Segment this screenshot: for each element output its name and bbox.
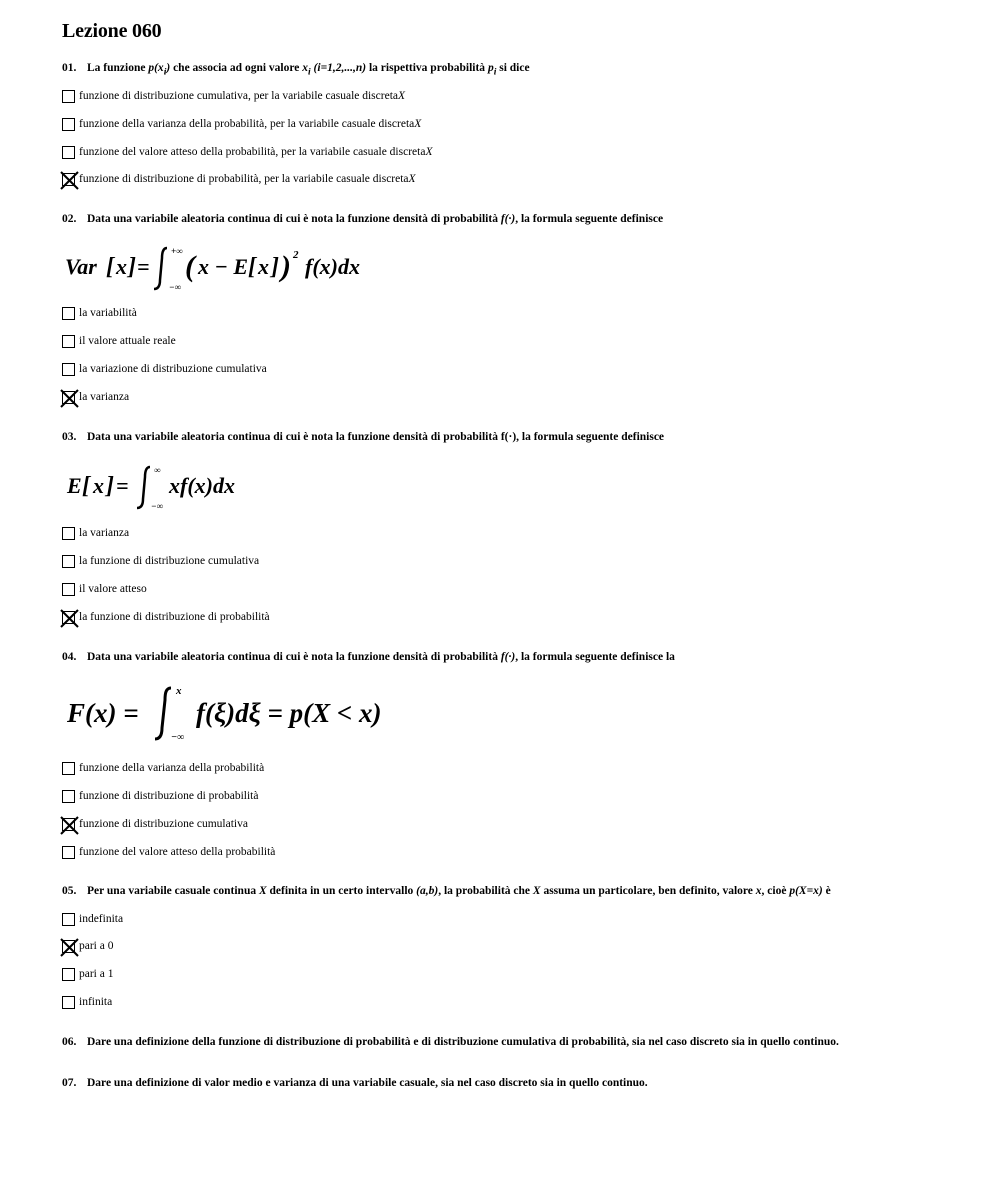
question-03 xyxy=(62,431,664,443)
option-label: la funzione di distribuzione di probabilità xyxy=(79,611,270,623)
question-text: , la formula seguente definisce la xyxy=(515,651,675,663)
option-label: funzione di distribuzione di probabilità, per la variabile casuale discreta xyxy=(79,173,409,185)
formula-body: x − E xyxy=(198,254,249,279)
checkbox-checked[interactable] xyxy=(62,818,75,831)
question-text: , la probabilità che xyxy=(438,885,533,897)
question-01 xyxy=(62,62,530,77)
question-text: Data una variabile aleatoria continua di cui è nota la funzione densità di probabilità xyxy=(87,213,501,225)
question-text: che associa ad ogni valore xyxy=(170,62,303,74)
option-label: indefinita xyxy=(79,913,124,925)
question-text: si dice xyxy=(496,62,530,74)
option-label: la variabilità xyxy=(79,307,137,319)
option-label: funzione del valore atteso della probabilità xyxy=(79,846,276,858)
option-var: X xyxy=(398,90,406,102)
checkbox-checked[interactable] xyxy=(62,173,75,186)
question-text: Per una variabile casuale continua xyxy=(87,885,259,897)
option[interactable] xyxy=(62,361,267,377)
question-math: ) xyxy=(166,62,171,74)
integral-upper: x xyxy=(176,685,182,697)
checkbox[interactable] xyxy=(62,790,75,803)
option-label: pari a 0 xyxy=(79,940,114,952)
question-text: La funzione xyxy=(87,62,149,74)
option[interactable] xyxy=(62,760,264,776)
question-math: X xyxy=(258,885,267,897)
question-number: 04. xyxy=(62,651,77,663)
checkbox[interactable] xyxy=(62,118,75,131)
svg-text:[: [ xyxy=(248,254,256,280)
svg-text:]: ] xyxy=(106,473,114,499)
checkbox[interactable] xyxy=(62,335,75,348)
option[interactable] xyxy=(62,911,123,927)
checkbox[interactable] xyxy=(62,363,75,376)
option[interactable] xyxy=(62,816,248,832)
option[interactable] xyxy=(62,171,416,187)
option[interactable] xyxy=(62,144,432,160)
option-var: X xyxy=(414,118,422,130)
question-02 xyxy=(62,213,663,225)
option-label: funzione di distribuzione cumulativa xyxy=(79,818,248,830)
checkbox[interactable] xyxy=(62,527,75,540)
option-var: X xyxy=(408,173,416,185)
option-label: il valore atteso xyxy=(79,583,147,595)
formula-power: 2 xyxy=(293,249,299,261)
formula-lhs: F(x) = xyxy=(67,698,139,728)
formula-tail: f(ξ)dξ = p(X < x) xyxy=(196,698,382,728)
checkbox[interactable] xyxy=(62,583,75,596)
option[interactable] xyxy=(62,525,129,541)
svg-text:x: x xyxy=(258,254,269,279)
question-number: 02. xyxy=(62,213,77,225)
svg-text:[: [ xyxy=(82,473,90,499)
question-06 xyxy=(62,1036,839,1048)
checkbox[interactable] xyxy=(62,913,75,926)
svg-text:): ) xyxy=(281,250,291,283)
option-label: la variazione di distribuzione cumulativa xyxy=(79,363,267,375)
formula-var: x xyxy=(93,473,104,498)
option[interactable] xyxy=(62,88,405,104)
question-math: (i=1,2,...,n) xyxy=(310,62,367,74)
question-math: (a,b) xyxy=(416,885,439,897)
question-math: i xyxy=(308,66,311,78)
option[interactable] xyxy=(62,305,137,321)
question-number: 06. xyxy=(62,1036,77,1048)
checkbox-checked[interactable] xyxy=(62,940,75,953)
formula-lhs: E xyxy=(67,473,82,498)
question-text: Data una variabile aleatoria continua di cui è nota la funzione densità di probabilità f(·), la formula seguente definisce xyxy=(87,431,665,443)
integral-lower: −∞ xyxy=(151,501,163,511)
option-label: la varianza xyxy=(79,391,130,403)
checkbox[interactable] xyxy=(62,555,75,568)
svg-text:]: ] xyxy=(128,254,136,280)
question-text: assuma un particolare, ben definito, valore xyxy=(540,885,756,897)
option-label: il valore attuale reale xyxy=(79,335,176,347)
checkbox[interactable] xyxy=(62,996,75,1009)
question-math: f(·) xyxy=(500,213,516,225)
question-04 xyxy=(62,651,675,663)
option[interactable] xyxy=(62,553,259,569)
question-text: definita in un certo intervallo xyxy=(266,885,417,897)
integral-upper: ∞ xyxy=(154,465,161,475)
question-math: X xyxy=(532,885,541,897)
option-label: infinita xyxy=(79,996,113,1008)
option[interactable] xyxy=(62,994,112,1010)
option-label: funzione della varianza della probabilità xyxy=(79,762,265,774)
option[interactable] xyxy=(62,938,113,954)
option-label: pari a 1 xyxy=(79,968,114,980)
option[interactable] xyxy=(62,609,270,625)
checkbox-checked[interactable] xyxy=(62,611,75,624)
option-label: funzione di distribuzione cumulativa, per la variabile casuale discreta xyxy=(79,90,398,102)
question-text: Dare una definizione di valor medio e varianza di una variabile casuale, sia nel caso discreto sia in quello continuo. xyxy=(87,1077,648,1089)
checkbox[interactable] xyxy=(62,846,75,859)
formula-tail: f(x)dx xyxy=(305,254,360,279)
checkbox[interactable] xyxy=(62,146,75,159)
checkbox[interactable] xyxy=(62,90,75,103)
checkbox[interactable] xyxy=(62,968,75,981)
integral-upper: +∞ xyxy=(171,246,183,256)
option-label: la funzione di distribuzione cumulativa xyxy=(79,555,260,567)
question-text: la rispettiva probabilità xyxy=(366,62,488,74)
question-math: x xyxy=(755,885,762,897)
question-math: i xyxy=(493,66,497,78)
option[interactable] xyxy=(62,116,421,132)
svg-text:(: ( xyxy=(185,250,195,283)
svg-text:[: [ xyxy=(106,254,114,280)
question-number: 03. xyxy=(62,431,77,443)
option-label: la varianza xyxy=(79,527,130,539)
question-07 xyxy=(62,1077,648,1089)
svg-text:=: = xyxy=(137,254,150,279)
option[interactable] xyxy=(62,844,275,860)
formula-var: x xyxy=(116,254,127,279)
formula-tail: xf(x)dx xyxy=(169,473,235,498)
question-number: 01. xyxy=(62,62,77,74)
option[interactable] xyxy=(62,389,129,405)
question-text: Data una variabile aleatoria continua di cui è nota la funzione densità di probabilità xyxy=(87,651,501,663)
option[interactable] xyxy=(62,966,113,982)
svg-text:]: ] xyxy=(271,254,279,280)
checkbox[interactable] xyxy=(62,762,75,775)
option-label: funzione della varianza della probabilità, per la variabile casuale discreta xyxy=(79,118,415,130)
question-number: 05. xyxy=(62,885,77,897)
question-math: f(·) xyxy=(500,651,516,663)
svg-text:=: = xyxy=(116,473,129,498)
checkbox-checked[interactable] xyxy=(62,391,75,404)
formula-lhs: Var xyxy=(65,254,97,279)
question-math: p xyxy=(487,62,494,74)
option-label: funzione del valore atteso della probabilità, per la variabile casuale discreta xyxy=(79,146,426,158)
question-math: x xyxy=(302,62,308,74)
question-text: , la formula seguente definisce xyxy=(515,213,664,225)
question-text: , cioè xyxy=(761,885,790,897)
checkbox[interactable] xyxy=(62,307,75,320)
page-title: Lezione 060 xyxy=(62,20,162,42)
question-number: 07. xyxy=(62,1077,77,1089)
question-05 xyxy=(62,885,831,897)
option[interactable] xyxy=(62,333,176,349)
option-var: X xyxy=(425,146,433,158)
question-text: Dare una definizione della funzione di distribuzione di probabilità e di distribuzione cumulativa di probabilità, sia nel caso discreto sia in quello continuo. xyxy=(87,1036,839,1048)
question-math: p(x xyxy=(148,62,164,74)
option-label: funzione di distribuzione di probabilità xyxy=(79,790,259,802)
question-math: p(X=x) xyxy=(789,885,823,897)
integral-lower: −∞ xyxy=(171,732,185,743)
option[interactable] xyxy=(62,788,259,804)
question-math: i xyxy=(163,66,167,78)
question-text: è xyxy=(822,885,831,897)
integral-lower: −∞ xyxy=(169,282,181,292)
option[interactable] xyxy=(62,581,147,597)
